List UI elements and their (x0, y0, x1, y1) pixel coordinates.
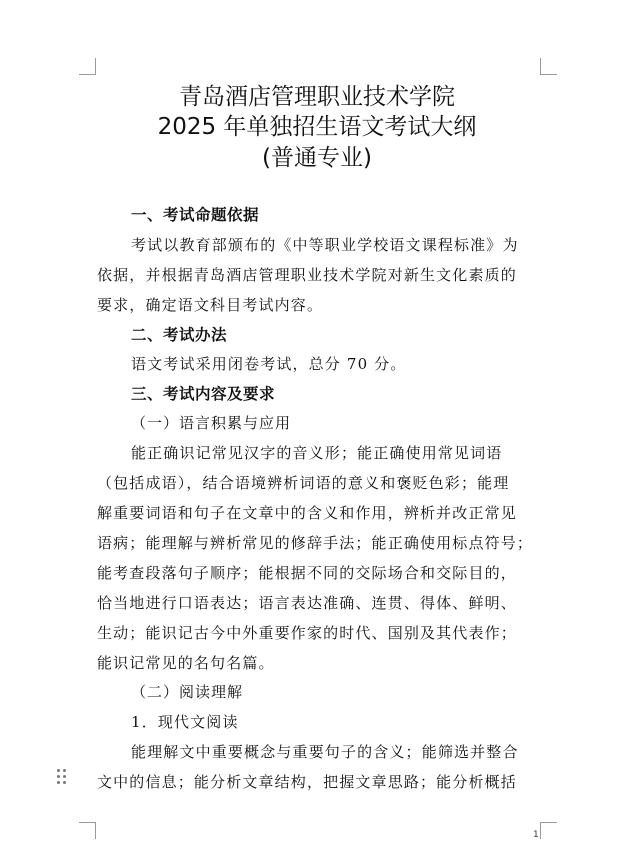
page-number: 1 (533, 830, 539, 840)
paragraph-line: 语病；能理解与辨析常见的修辞手法；能正确使用标点符号； (97, 534, 534, 552)
paragraph-line: 考试以教育部颁布的《中等职业学校语文课程标准》为 (131, 236, 519, 254)
paragraph-line: 解重要词语和句子在文章中的含义和作用，辨析并改正常见 (97, 504, 517, 522)
paragraph-line: 能理解文中重要概念与重要句子的含义；能筛选并整合 (131, 743, 519, 761)
subsection-1-heading: （一）语言积累与应用 (131, 414, 292, 432)
list-item-heading: 1．现代文阅读 (131, 713, 239, 731)
paragraph-line: 文中的信息；能分析文章结构，把握文章思路；能分析概括 (97, 773, 517, 791)
paragraph-line: 生动；能识记古今中外重要作家的时代、国别及其代表作； (97, 624, 517, 642)
crop-mark-bottom-left (79, 822, 96, 839)
section-3-heading: 三、考试内容及要求 (131, 385, 276, 403)
title-line-1: 青岛酒店管理职业技术学院 (179, 84, 455, 110)
paragraph-line: 要求，确定语文科目考试内容。 (97, 296, 324, 314)
subsection-2-heading: （二）阅读理解 (131, 683, 244, 701)
paragraph-line: 依据，并根据青岛酒店管理职业技术学院对新生文化素质的 (97, 266, 517, 284)
paragraph-line: 能考查段落句子顺序；能根据不同的交际场合和交际目的， (97, 564, 517, 582)
crop-mark-bottom-right (540, 822, 557, 839)
section-2-heading: 二、考试办法 (131, 326, 228, 344)
paragraph-line: 恰当地进行口语表达；语言表达准确、连贯、得体、鲜明、 (97, 594, 517, 612)
title-line-3: (普通专业) (262, 145, 372, 171)
title-line-2: 2025 年单独招生语文考试大纲 (157, 114, 477, 140)
paragraph-line: 能识记常见的名句名篇。 (97, 654, 275, 672)
paragraph-line: 语文考试采用闭卷考试，总分 70 分。 (131, 355, 407, 373)
drag-handle-icon[interactable] (57, 769, 69, 787)
section-1-heading: 一、考试命题依据 (131, 206, 260, 224)
crop-mark-top-left (79, 58, 96, 75)
paragraph-line: （包括成语），结合语境辨析词语的意义和褒贬色彩；能理 (97, 474, 510, 492)
paragraph-line: 能正确识记常见汉字的音义形；能正确使用常见词语 (131, 444, 503, 462)
crop-mark-top-right (540, 58, 557, 75)
